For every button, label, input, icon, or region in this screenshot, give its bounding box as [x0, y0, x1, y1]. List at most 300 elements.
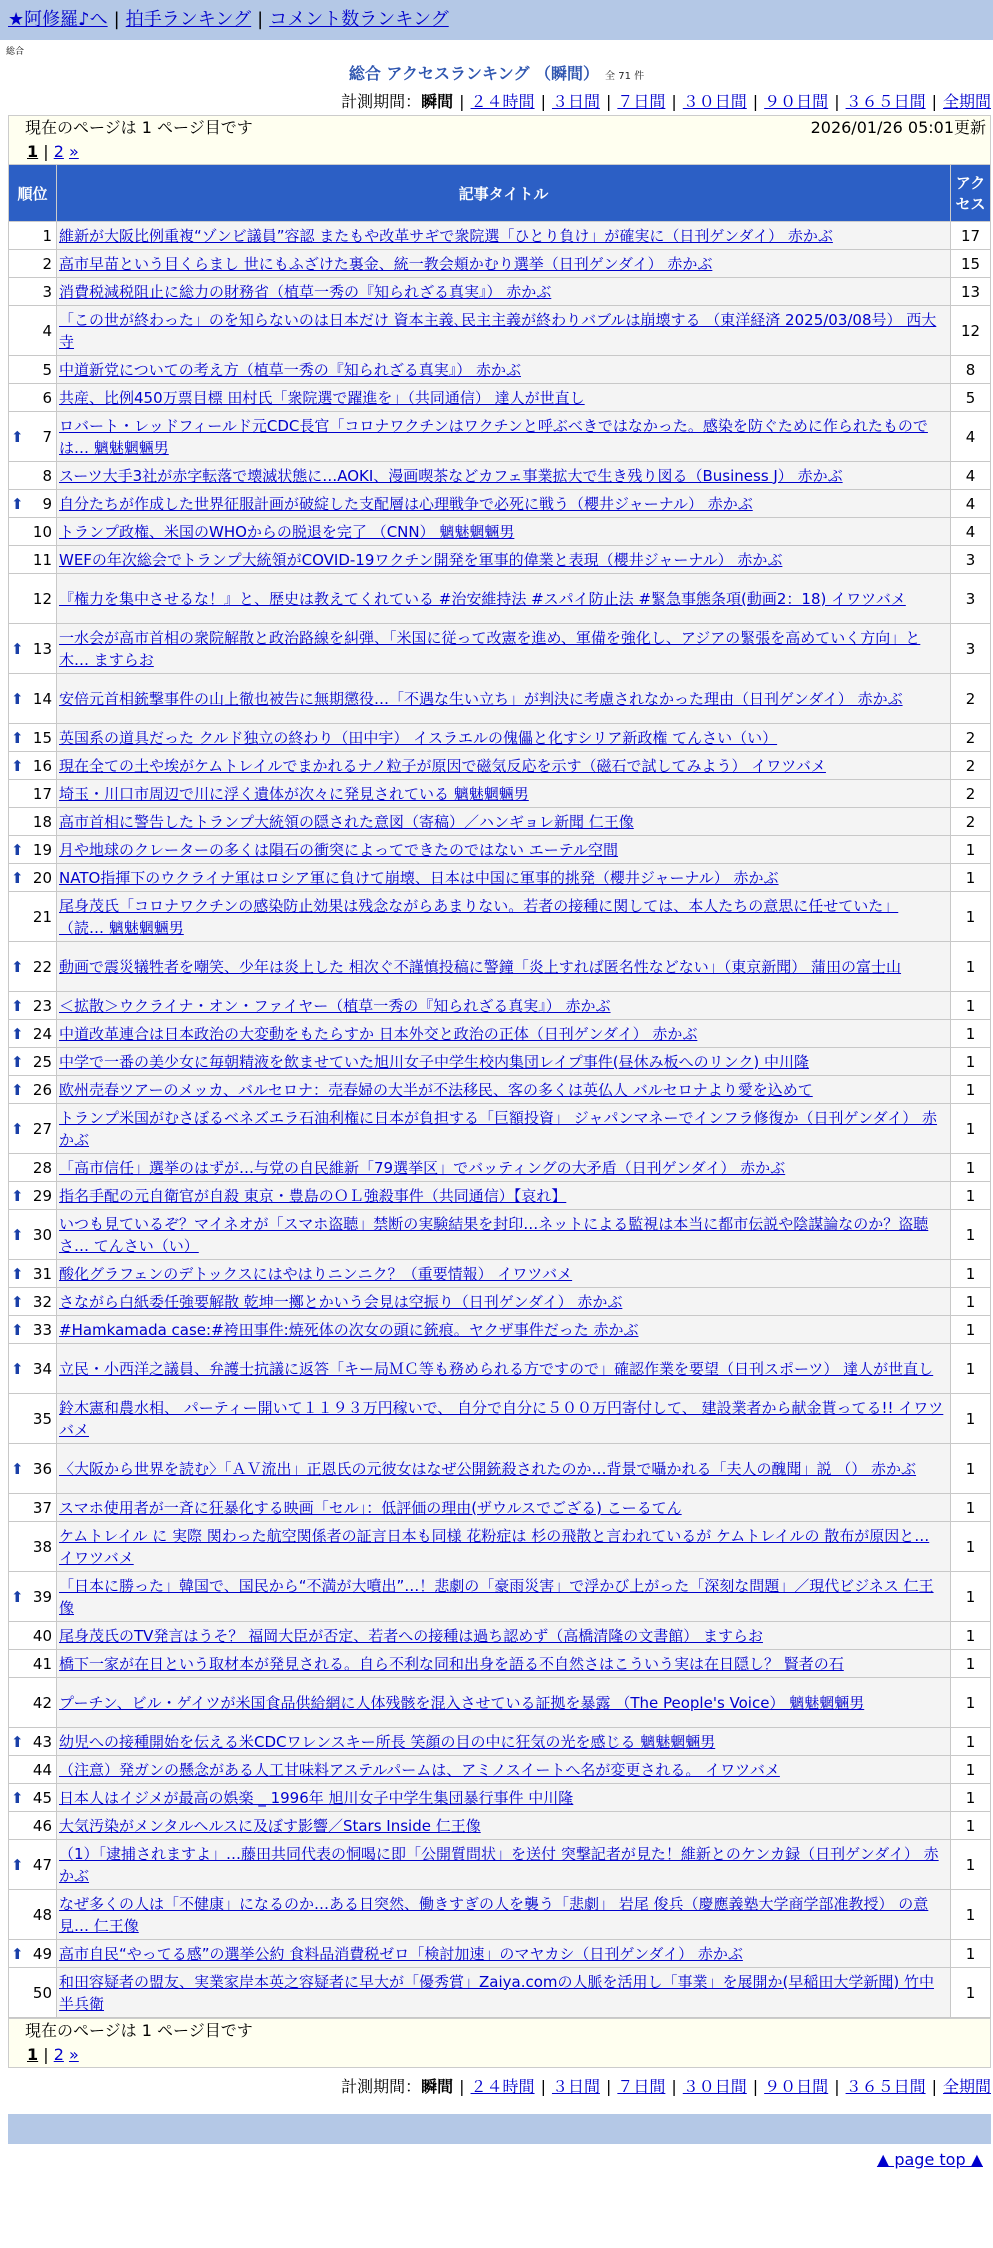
access-count: 3: [951, 624, 991, 674]
period-link-90d[interactable]: ９０日間: [764, 92, 829, 111]
rank-cell: [9, 1260, 57, 1288]
article-title-link[interactable]: ケムトレイル に 実際 関わった航空関係者の証言日本も同様 花粉症は 杉の飛散と言われているが ケムトレイルの 散布が原因と… イワツバメ: [59, 1526, 930, 1567]
title-cell: [57, 1210, 951, 1260]
access-count: 13: [951, 278, 991, 306]
period-current-bottom: 瞬間: [421, 2077, 454, 2096]
title-cell: [57, 1522, 951, 1572]
rank-cell: [9, 1154, 57, 1182]
period-link-all-bottom[interactable]: 全期間: [942, 2077, 991, 2096]
rank-cell: [9, 808, 57, 836]
table-row: [9, 780, 991, 808]
article-title-link[interactable]: 月や地球のクレーターの多くは隕石の衝突によってできたのではない エーテル空間: [59, 840, 619, 859]
rank-cell: [9, 780, 57, 808]
table-row: [9, 624, 991, 674]
rank-up-arrow-icon: ⬆: [11, 1320, 24, 1339]
next-page-link[interactable]: »: [68, 142, 79, 161]
access-count: 2: [951, 752, 991, 780]
rank-number: 45: [32, 1788, 52, 1807]
article-title-link[interactable]: 安倍元首相銃撃事件の山上徹也被告に無期懲役…「不遇な生い立ち」が判決に考慮されなかった理由（日刊ゲンダイ） 赤かぶ: [59, 689, 903, 708]
access-count: 2: [951, 674, 991, 724]
table-row: [9, 1840, 991, 1890]
title-cell: [57, 1840, 951, 1890]
title-cell: [57, 1756, 951, 1784]
rank-number: 33: [32, 1320, 52, 1339]
access-count: 1: [951, 992, 991, 1020]
article-title-link[interactable]: 高市自民“やってる感”の選挙公約 食料品消費税ゼロ「検討加速」のマヤカシ（日刊ゲンダイ） 赤かぶ: [59, 1944, 743, 1963]
title-cell: [57, 518, 951, 546]
rank-number: 1: [42, 226, 52, 245]
table-row: [9, 384, 991, 412]
access-count: 1: [951, 1104, 991, 1154]
title-cell: [57, 1020, 951, 1048]
rank-cell: [9, 384, 57, 412]
title-cell: [57, 864, 951, 892]
rank-up-arrow-icon: ⬆: [11, 1225, 24, 1244]
access-count: 1: [951, 1288, 991, 1316]
title-cell: [57, 1154, 951, 1182]
rank-cell: [9, 574, 57, 624]
rank-up-arrow-icon: ⬆: [11, 639, 24, 658]
title-cell: [57, 1728, 951, 1756]
rank-cell: [9, 1968, 57, 2018]
rank-up-arrow-icon: ⬆: [11, 1292, 24, 1311]
article-title-link[interactable]: トランプ米国がむさぼるベネズエラ石油利権に日本が負担する「巨額投資」 ジャパンマネーでインフラ修復か（日刊ゲンダイ） 赤かぶ: [59, 1108, 938, 1149]
access-count: 4: [951, 412, 991, 462]
article-title-link[interactable]: WEFの年次総会でトランプ大統領がCOVID-19ワクチン開発を軍事的偉業と表現（櫻井ジャーナル） 赤かぶ: [59, 550, 783, 569]
article-title-link[interactable]: 「高市信任」選挙のはずが…与党の自民維新「79選挙区」でバッティングの大矛盾（日刊ゲンダイ） 赤かぶ: [59, 1158, 786, 1177]
page-2-link-bottom[interactable]: 2: [53, 2045, 64, 2064]
article-title-link[interactable]: 大気汚染がメンタルヘルスに及ぼす影響／Stars Inside 仁王像: [59, 1816, 481, 1835]
article-title-link[interactable]: 酸化グラフェンのデトックスにはやはりニンニク？（重要情報） イワツバメ: [59, 1264, 573, 1283]
title-cell: [57, 1048, 951, 1076]
title-cell: [57, 1940, 951, 1968]
table-row: [9, 518, 991, 546]
table-row: [9, 250, 991, 278]
rank-cell: [9, 942, 57, 992]
rank-number: 23: [32, 996, 52, 1015]
access-count: 5: [951, 384, 991, 412]
title-cell: [57, 574, 951, 624]
article-title-link[interactable]: ロバート・レッドフィールド元CDC長官「コロナワクチンはワクチンと呼ぶべきではなかった。感染を防ぐために作られたものでは… 魑魅魍魎男: [59, 416, 928, 457]
rank-cell: [9, 1444, 57, 1494]
article-title-link[interactable]: 消費税減税阻止に総力の財務省（植草一秀の『知られざる真実』） 赤かぶ: [59, 282, 552, 301]
title-cell: [57, 306, 951, 356]
rank-number: 40: [32, 1626, 52, 1645]
article-title-link[interactable]: ＜拡散＞ウクライナ・オン・ファイヤー（植草一秀の『知られざる真実』） 赤かぶ: [59, 996, 611, 1015]
access-count: 2: [951, 808, 991, 836]
rank-cell: [9, 1020, 57, 1048]
rank-up-arrow-icon: ⬆: [11, 1855, 24, 1874]
access-count: 3: [951, 574, 991, 624]
article-title-link[interactable]: 動画で震災犠牲者を嘲笑、少年は炎上した 相次ぐ不謹慎投稿に警鐘「炎上すれば匿名性などない」（東京新聞） 蒲田の富士山: [59, 957, 902, 976]
table-row: [9, 1344, 991, 1394]
title-cell: [57, 1622, 951, 1650]
table-row: [9, 724, 991, 752]
rank-cell: [9, 1728, 57, 1756]
access-count: 3: [951, 546, 991, 574]
period-current: 瞬間: [421, 92, 454, 111]
table-row: [9, 1444, 991, 1494]
article-title-link[interactable]: #Hamkamada case:#袴田事件:焼死体の次女の頭に銃痕。ヤクザ事件だった 赤かぶ: [59, 1320, 639, 1339]
article-title-link[interactable]: 和田容疑者の盟友、実業家岸本英之容疑者に早大が「優秀賞」Zaiya.comの人脈を活用し「事業」を展開か(早稲田大学新聞) 竹中半兵衛: [59, 1972, 934, 2013]
asyura-home-link[interactable]: ★阿修羅♪へ: [8, 9, 108, 30]
rank-cell: [9, 518, 57, 546]
period-link-24h-bottom[interactable]: ２４時間: [470, 2077, 535, 2096]
access-count: 1: [951, 1522, 991, 1572]
title-cell: [57, 1812, 951, 1840]
rank-number: 26: [32, 1080, 52, 1099]
title-cell: [57, 1678, 951, 1728]
article-title-link[interactable]: 指名手配の元自衛官が自殺 東京・豊島のＯＬ強殺事件（共同通信）【哀れ】: [59, 1186, 567, 1205]
item-count: 全 71 件: [605, 71, 645, 82]
article-title-link[interactable]: 尾身茂氏のTV発言はうそ？ 福岡大臣が否定、若者への接種は過ち認めず（高橋清隆の文書館） ますらお: [59, 1626, 763, 1645]
pagination-bottom: 現在のページは 1 ページ目です 1 | 2 »: [8, 2018, 991, 2068]
rank-number: 46: [32, 1816, 52, 1835]
access-count: 1: [951, 1494, 991, 1522]
rank-cell: [9, 546, 57, 574]
table-row: [9, 1316, 991, 1344]
rank-cell: [9, 892, 57, 942]
period-link-3d-bottom[interactable]: ３日間: [551, 2077, 600, 2096]
table-row: [9, 306, 991, 356]
rank-number: 48: [32, 1905, 52, 1924]
table-row: [9, 412, 991, 462]
title-cell: [57, 752, 951, 780]
article-title-link[interactable]: NATO指揮下のウクライナ軍はロシア軍に負けて崩壊、日本は中国に軍事的挑発（櫻井ジャーナル） 赤かぶ: [59, 868, 779, 887]
rank-number: 16: [32, 756, 52, 775]
title-cell: [57, 1394, 951, 1444]
title-cell: [57, 1444, 951, 1494]
rank-cell: [9, 624, 57, 674]
access-count: 1: [951, 942, 991, 992]
article-title-link[interactable]: 現在全ての土や埃がケムトレイルでまかれるナノ粒子が原因で磁気反応を示す（磁石で試してみよう） イワツバメ: [59, 756, 826, 775]
access-count: 1: [951, 1650, 991, 1678]
col-header-rank: 順位: [9, 165, 57, 222]
rank-up-arrow-icon: ⬆: [11, 1359, 24, 1378]
rank-up-arrow-icon: ⬆: [11, 868, 24, 887]
rank-cell: [9, 1784, 57, 1812]
rank-cell: [9, 356, 57, 384]
access-count: 1: [951, 1344, 991, 1394]
period-link-30d[interactable]: ３０日間: [682, 92, 747, 111]
table-row: [9, 674, 991, 724]
rank-number: 19: [32, 840, 52, 859]
article-title-link[interactable]: 英国系の道具だった クルド独立の終わり（田中宇） イスラエルの傀儡と化すシリア新政権 てんさい（い）: [59, 728, 778, 747]
rank-cell: [9, 1210, 57, 1260]
title-cell: [57, 412, 951, 462]
period-link-30d-bottom[interactable]: ３０日間: [682, 2077, 747, 2096]
comment-ranking-link[interactable]: コメント数ランキング: [269, 9, 449, 30]
rank-number: 44: [32, 1760, 52, 1779]
table-row: [9, 222, 991, 250]
title-cell: [57, 1260, 951, 1288]
article-title-link[interactable]: 高市首相に警告したトランプ大統領の隠された意図（寄稿）／ハンギョレ新聞 仁王像: [59, 812, 634, 831]
table-row: [9, 1756, 991, 1784]
article-title-link[interactable]: （1）「逮捕されますよ」…藤田共同代表の恫喝に即「公開質問状」を送付 突撃記者が見た！維新とのケンカ録（日刊ゲンダイ） 赤かぶ: [59, 1844, 939, 1885]
access-count: 1: [951, 1622, 991, 1650]
title-cell: [57, 1650, 951, 1678]
title-cell: [57, 462, 951, 490]
rank-cell: [9, 752, 57, 780]
rank-number: 5: [42, 360, 52, 379]
access-count: 1: [951, 1048, 991, 1076]
article-title-link[interactable]: さながら白紙委任強要解散 乾坤一擲とかいう会見は空振り（日刊ゲンダイ） 赤かぶ: [59, 1292, 623, 1311]
rank-number: 2: [42, 254, 52, 273]
page-1-current-bottom: 1: [27, 2045, 39, 2064]
article-title-link[interactable]: 一水会が高市首相の衆院解散と政治路線を糾弾、「米国に従って改憲を進め、軍備を強化し、アジアの緊張を高めていく方向」と木… ますらお: [59, 628, 921, 669]
rank-up-arrow-icon: ⬆: [11, 957, 24, 976]
access-count: 1: [951, 1890, 991, 1940]
title-cell: [57, 1076, 951, 1104]
table-row: [9, 1394, 991, 1444]
title-cell: [57, 892, 951, 942]
title-cell: [57, 1288, 951, 1316]
access-count: 1: [951, 1840, 991, 1890]
period-label-bottom: 計測期間：: [341, 2077, 422, 2096]
table-row: [9, 1494, 991, 1522]
article-title-link[interactable]: 維新が大阪比例重複“ゾンビ議員”容認 またもや改革サギで衆院選「ひとり負け」が確実に（日刊ゲンダイ） 赤かぶ: [59, 226, 833, 245]
access-count: 4: [951, 462, 991, 490]
article-title-link[interactable]: 日本人はイジメが最高の娯楽 _ 1996年 旭川女子中学生集団暴行事件 中川隆: [59, 1788, 574, 1807]
rank-number: 18: [32, 812, 52, 831]
article-title-link[interactable]: 中道新党についての考え方（植草一秀の『知られざる真実』） 赤かぶ: [59, 360, 521, 379]
rank-up-arrow-icon: ⬆: [11, 840, 24, 859]
table-row: [9, 1650, 991, 1678]
access-count: 1: [951, 1784, 991, 1812]
rank-number: 39: [32, 1587, 52, 1606]
access-count: 1: [951, 1210, 991, 1260]
table-row: [9, 892, 991, 942]
rank-cell: [9, 1756, 57, 1784]
page-2-link[interactable]: 2: [53, 142, 64, 161]
title-cell: [57, 384, 951, 412]
table-row: [9, 752, 991, 780]
article-title-link[interactable]: トランプ政権、米国のWHOからの脱退を完了 （CNN） 魑魅魍魎男: [59, 522, 515, 541]
current-page-text: 現在のページは 1 ページ目です: [25, 118, 253, 137]
table-row: [9, 1890, 991, 1940]
table-row: [9, 1522, 991, 1572]
article-title-link[interactable]: 『権力を集中させるな！』と、歴史は教えてくれている #治安維持法 #スパイ防止法 #緊急事態条項(動画2：18) イワツバメ: [59, 589, 906, 608]
table-row: [9, 1622, 991, 1650]
article-title-link[interactable]: 「日本に勝った」韓国で、国民から“不満が大噴出”…！悲劇の「豪雨災害」で浮かび上がった「深刻な問題」／現代ビジネス 仁王像: [59, 1576, 934, 1617]
rank-number: 35: [32, 1409, 52, 1428]
rank-up-arrow-icon: ⬆: [11, 1052, 24, 1071]
access-count: 2: [951, 780, 991, 808]
title-cell: [57, 278, 951, 306]
period-link-3d[interactable]: ３日間: [551, 92, 600, 111]
title-cell: [57, 1572, 951, 1622]
article-title-link[interactable]: 共産、比例450万票目標 田村氏「衆院選で躍進を」（共同通信） 達人が世直し: [59, 388, 585, 407]
title-cell: [57, 674, 951, 724]
rank-number: 15: [32, 728, 52, 747]
title-cell: [57, 992, 951, 1020]
table-row: [9, 1260, 991, 1288]
article-title-link[interactable]: 橋下一家が在日という取材本が発見される。自ら不利な同和出身を語る不自然さはこういう実は在日隠し？ 賢者の石: [59, 1654, 844, 1673]
article-title-link[interactable]: 埼玉・川口市周辺で川に浮く遺体が次々に発見されている 魑魅魍魎男: [59, 784, 529, 803]
period-link-7d-bottom[interactable]: ７日間: [617, 2077, 666, 2096]
rank-cell: [9, 724, 57, 752]
rank-number: 21: [32, 907, 52, 926]
rank-number: 34: [32, 1359, 52, 1378]
access-count: 4: [951, 490, 991, 518]
title-cell: [57, 724, 951, 752]
rank-cell: [9, 1940, 57, 1968]
title-cell: [57, 1182, 951, 1210]
title-cell: [57, 808, 951, 836]
rank-cell: [9, 1104, 57, 1154]
applause-ranking-link[interactable]: 拍手ランキング: [125, 9, 252, 30]
rank-number: 8: [42, 466, 52, 485]
article-title-link[interactable]: 鈴木憲和農水相、 パーティー開いて１１９３万円稼いで、 自分で自分に５００万円寄付して、 建設業者から献金貰ってる!! イワツバメ: [59, 1398, 944, 1439]
rank-number: 49: [32, 1944, 52, 1963]
rank-number: 4: [42, 321, 52, 340]
period-link-24h[interactable]: ２４時間: [470, 92, 535, 111]
title-cell: [57, 546, 951, 574]
rank-cell: [9, 1076, 57, 1104]
access-count: 1: [951, 1394, 991, 1444]
title-cell: [57, 1344, 951, 1394]
title-cell: [57, 1784, 951, 1812]
rank-cell: [9, 1182, 57, 1210]
rank-cell: [9, 1890, 57, 1940]
rank-cell: [9, 462, 57, 490]
period-link-all[interactable]: 全期間: [942, 92, 991, 111]
access-count: 4: [951, 518, 991, 546]
rank-number: 25: [32, 1052, 52, 1071]
rank-cell: [9, 1650, 57, 1678]
rank-number: 38: [32, 1537, 52, 1556]
table-row: [9, 1784, 991, 1812]
article-title-link[interactable]: （注意）発ガンの懸念がある人工甘味料アステルパームは、アミノスイートへ名が変更される。 イワツバメ: [59, 1760, 780, 1779]
article-title-link[interactable]: プーチン、ビル・ゲイツが米国食品供給網に人体残骸を混入させている証拠を暴露 （The People's Voice） 魑魅魍魎男: [59, 1693, 865, 1712]
rank-up-arrow-icon: ⬆: [11, 756, 24, 775]
rank-up-arrow-icon: ⬆: [11, 1732, 24, 1751]
table-row: [9, 1210, 991, 1260]
rank-number: 9: [42, 494, 52, 513]
rank-number: 11: [32, 550, 52, 569]
next-page-link-bottom[interactable]: »: [68, 2045, 79, 2064]
rank-cell: [9, 1494, 57, 1522]
access-count: 1: [951, 1812, 991, 1840]
rank-cell: [9, 674, 57, 724]
article-title-link[interactable]: 自分たちが作成した世界征服計画が破綻した支配層は心理戦争で必死に戦う（櫻井ジャーナル） 赤かぶ: [59, 494, 753, 513]
rank-cell: [9, 412, 57, 462]
table-row: [9, 1678, 991, 1728]
article-title-link[interactable]: 欧州売春ツアーのメッカ、バルセロナ：売春婦の大半が不法移民、客の多くは英仏人 バルセロナより愛を込めて: [59, 1080, 813, 1099]
rank-cell: [9, 278, 57, 306]
article-title-link[interactable]: 中道改革連合は日本政治の大変動をもたらすか 日本外交と政治の正体（日刊ゲンダイ） 赤かぶ: [59, 1024, 698, 1043]
article-title-link[interactable]: なぜ多くの人は「不健康」になるのか…ある日突然、働きすぎの人を襲う「悲劇」 岩尾 俊兵（慶應義塾大学商学部准教授） の意見… 仁王像: [59, 1894, 929, 1935]
rank-number: 36: [32, 1459, 52, 1478]
title-cell: [57, 222, 951, 250]
article-title-link[interactable]: 「この世が終わった」のを知らないのは日本だけ 資本主義､民主主義が終わりバブルは崩壊する （東洋経済 2025/03/08号） 西大寺: [59, 310, 937, 351]
article-title-link[interactable]: 高市早苗という目くらまし 世にもふざけた裏金、統一教会頬かむり選挙（日刊ゲンダイ） 赤かぶ: [59, 254, 713, 273]
table-row: [9, 808, 991, 836]
rank-up-arrow-icon: ⬆: [11, 728, 24, 747]
rank-up-arrow-icon: ⬆: [11, 996, 24, 1015]
period-link-365d[interactable]: ３６５日間: [845, 92, 926, 111]
article-title-link[interactable]: 尾身茂氏「コロナワクチンの感染防止効果は残念ながらあまりない。若者の接種に関しては、本人たちの意思に任せていた」 （読… 魑魅魍魎男: [59, 896, 899, 937]
table-row: [9, 836, 991, 864]
rank-number: 17: [32, 784, 52, 803]
period-link-7d[interactable]: ７日間: [617, 92, 666, 111]
article-title-link[interactable]: 立民・小西洋之議員、弁護士抗議に返答「キー局ＭＣ等も務められる方ですので」確認作業を要望（日刊スポーツ） 達人が世直し: [59, 1359, 934, 1378]
rank-cell: [9, 1394, 57, 1444]
title-cell: [57, 1316, 951, 1344]
article-title-link[interactable]: スーツ大手3社が赤字転落で壊滅状態に…AOKI、漫画喫茶などカフェ事業拡大で生き残り図る（Business J） 赤かぶ: [59, 466, 843, 485]
rank-number: 31: [32, 1264, 52, 1283]
access-count: 1: [951, 1756, 991, 1784]
rank-number: 37: [32, 1498, 52, 1517]
article-title-link[interactable]: 中学で一番の美少女に毎朝精液を飲ませていた旭川女子中学生校内集団レイプ事件(昼休み板へのリンク) 中川隆: [59, 1052, 809, 1071]
article-title-link[interactable]: 〈大阪から世界を読む〉「ＡＶ流出」正恩氏の元彼女はなぜ公開銃殺されたのか…背景で囁かれる「夫人の醜聞」説 （） 赤かぶ: [59, 1459, 917, 1478]
access-count: 1: [951, 1020, 991, 1048]
access-count: 1: [951, 1076, 991, 1104]
rank-cell: [9, 222, 57, 250]
rank-number: 22: [32, 957, 52, 976]
article-title-link[interactable]: スマホ使用者が一斉に狂暴化する映画「セル」：低評価の理由(ザウルスでござる) こーるてん: [59, 1498, 682, 1517]
rank-cell: [9, 1622, 57, 1650]
bottom-bar: [8, 2114, 991, 2144]
table-row: [9, 1812, 991, 1840]
table-row: [9, 278, 991, 306]
title-cell: [57, 942, 951, 992]
table-row: [9, 356, 991, 384]
table-row: [9, 942, 991, 992]
access-count: 8: [951, 356, 991, 384]
page-1-current: 1: [27, 142, 39, 161]
rank-number: 47: [32, 1855, 52, 1874]
rank-cell: [9, 992, 57, 1020]
table-row: [9, 1076, 991, 1104]
page-title: [0, 59, 993, 89]
rank-number: 7: [42, 427, 52, 446]
article-title-link[interactable]: いつも見ているぞ？マイネオが「スマホ盗聴」禁断の実験結果を封印…ネットによる監視は本当に都市伝説や陰謀論なのか？盗聴さ… てんさい（い）: [59, 1214, 929, 1255]
rank-number: 32: [32, 1292, 52, 1311]
access-count: 1: [951, 1678, 991, 1728]
page-top-link[interactable]: ▲ page top ▲: [876, 2150, 983, 2169]
rank-up-arrow-icon: ⬆: [11, 1264, 24, 1283]
access-count: 2: [951, 724, 991, 752]
access-count: 1: [951, 1444, 991, 1494]
rank-number: 42: [32, 1693, 52, 1712]
rank-number: 43: [32, 1732, 52, 1751]
rank-up-arrow-icon: ⬆: [11, 1788, 24, 1807]
rank-up-arrow-icon: ⬆: [11, 1024, 24, 1043]
rank-cell: [9, 250, 57, 278]
updated-timestamp: 2026/01/26 05:01更新: [810, 118, 986, 137]
title-cell: [57, 250, 951, 278]
rank-number: 10: [32, 522, 52, 541]
table-row: [9, 1048, 991, 1076]
table-row: [9, 1940, 991, 1968]
rank-cell: [9, 836, 57, 864]
table-row: [9, 574, 991, 624]
rank-cell: [9, 1344, 57, 1394]
table-row: [9, 1968, 991, 2018]
period-link-365d-bottom[interactable]: ３６５日間: [845, 2077, 926, 2096]
rank-cell: [9, 490, 57, 518]
rank-up-arrow-icon: ⬆: [11, 1119, 24, 1138]
period-selector-bottom: 計測期間：瞬間 | ２４時間 | ３日間 | ７日間 | ３０日間 | ９０日間 | ３６５日間 | 全期間: [341, 2077, 991, 2096]
rank-number: 13: [32, 639, 52, 658]
period-link-90d-bottom[interactable]: ９０日間: [764, 2077, 829, 2096]
access-count: 1: [951, 1316, 991, 1344]
rank-number: 41: [32, 1654, 52, 1673]
article-title-link[interactable]: 幼児への接種開始を伝える米CDCワレンスキー所長 笑顔の目の中に狂気の光を感じる 魑魅魍魎男: [59, 1732, 716, 1751]
table-row: [9, 1104, 991, 1154]
title-cell: [57, 1494, 951, 1522]
